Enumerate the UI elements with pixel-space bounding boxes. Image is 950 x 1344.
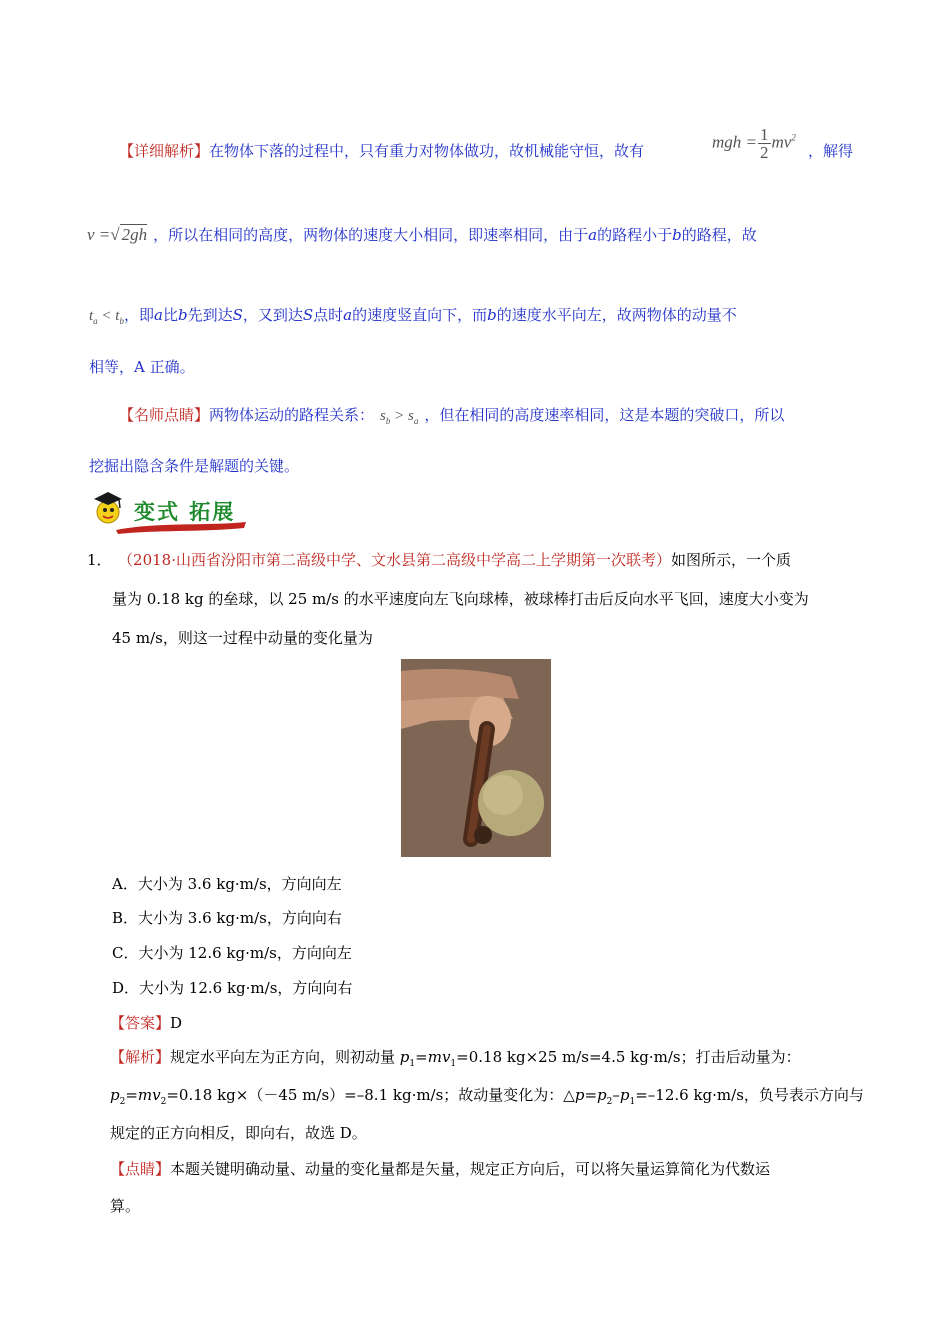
mv2-symbol: mv xyxy=(137,1086,161,1104)
section-banner xyxy=(86,486,256,536)
dp-symbol: p xyxy=(574,1086,585,1104)
p2-sub: 2 xyxy=(119,1097,126,1107)
formula-mgh: mgh xyxy=(712,132,742,152)
formula-ta-tb xyxy=(89,308,124,324)
s-symbol-2: s xyxy=(408,408,414,424)
l3-S2: S xyxy=(302,306,314,324)
analysis-tail: ，解得 xyxy=(808,142,854,160)
p2-symbol-b: p xyxy=(597,1086,607,1104)
l3-t5: 点时 xyxy=(313,306,344,324)
l3-t7: 的速度水平向左，故两物体的动量不 xyxy=(496,306,737,324)
mascot-eye-icon-2 xyxy=(110,508,114,512)
answer-value: D xyxy=(170,1014,183,1032)
cap-tassel-icon xyxy=(119,500,120,508)
v1-sub: 1 xyxy=(450,1059,457,1069)
l3-t4: ，又到达 xyxy=(242,306,303,324)
l3-t2: 比 xyxy=(162,306,178,324)
answer-label: 【答案】 xyxy=(110,1014,171,1032)
banner-title: 变式 拓展 xyxy=(134,500,236,524)
baseball-bat-figure xyxy=(401,659,551,857)
solution-label: 【解析】 xyxy=(110,1048,171,1066)
ball-highlight xyxy=(483,775,523,815)
p1-sub: 1 xyxy=(409,1059,416,1069)
option-b: B．大小为 3.6 kg·m/s，方向向右 xyxy=(112,909,342,927)
question-line-1 xyxy=(87,549,791,570)
s-symbol: s xyxy=(380,408,386,424)
formula-eq: = xyxy=(741,132,758,152)
sa-sub: a xyxy=(413,416,419,426)
formula-v xyxy=(87,224,147,244)
question-line-3: 45 m/s，则这一过程中动量的变化量为 xyxy=(112,629,373,647)
minus-sign: – xyxy=(612,1086,620,1104)
analysis-text: 在物体下落的过程中，只有重力对物体做功，故机械能守恒，故有 xyxy=(209,142,645,160)
question-number: 1． xyxy=(87,551,112,569)
l3-t1: ，即 xyxy=(123,306,154,324)
analysis-line-1 xyxy=(119,140,644,161)
v-symbol: v xyxy=(87,225,95,244)
tip-text-1: 两物体运动的路程关系： xyxy=(209,406,375,424)
eq-sign: = xyxy=(415,1048,428,1066)
solution-text-1: 规定水平向左为正方向，则初动量 xyxy=(170,1048,400,1066)
question-line-2: 量为 0.18 kg 的垒球，以 25 m/s 的水平速度向左飞向球棒，被球棒打击后反向水平飞回，速度大小变为 xyxy=(112,590,809,608)
solution-text-2: =0.18 kg×25 m/s=4.5 kg·m/s；打击后动量为： xyxy=(456,1048,801,1066)
tip-text-2: ，但在相同的高度速率相同，这是本题的突破口，所以 xyxy=(424,406,785,424)
bat-knob-shape xyxy=(474,826,492,844)
question-text-1: 如图所示，一个质 xyxy=(671,551,792,569)
option-c: C．大小为 12.6 kg·m/s，方向向左 xyxy=(112,944,352,962)
dianjing-text-1: 本题关键明确动量、动量的变化量都是矢量，规定正方向后，可以将矢量运算简化为代数运 xyxy=(170,1160,771,1178)
sb-sub: b xyxy=(385,416,391,426)
option-d: D．大小为 12.6 kg·m/s，方向向右 xyxy=(112,979,353,997)
l3-S: S xyxy=(232,306,243,324)
tb-sub: b xyxy=(119,316,124,326)
graduation-cap-icon xyxy=(94,492,122,505)
dianjing-label: 【点睛】 xyxy=(110,1160,171,1178)
symbol-b: b xyxy=(672,226,682,244)
l3-t3: 先到达 xyxy=(187,306,233,324)
p2-symbol: p xyxy=(110,1086,120,1104)
formula-fraction xyxy=(758,126,771,161)
tip-label: 【名师点睛】 xyxy=(119,406,210,424)
mv-symbol: mv xyxy=(427,1048,451,1066)
mascot-eye-icon xyxy=(103,508,107,512)
solution-line-2 xyxy=(110,1084,864,1107)
answer-line xyxy=(110,1012,182,1033)
solution-line-3: 规定的正方向相反，即向右，故选 D。 xyxy=(110,1124,367,1142)
l3-b2: b xyxy=(487,306,497,324)
eq-sign-2: = xyxy=(125,1086,138,1104)
analysis-line-2-text-1: ，所以在相同的高度，两物体的速度大小相同，即速率相同，由于 xyxy=(153,226,589,244)
symbol-a: a xyxy=(588,226,598,244)
sqrt-sign: √ xyxy=(110,225,120,244)
v-eq: = xyxy=(94,225,111,244)
eq-sign-3: = xyxy=(584,1086,598,1104)
sqrt-body: 2gh xyxy=(121,225,148,244)
ta-sub: a xyxy=(93,316,98,326)
analysis-line-4: 相等，A 正确。 xyxy=(89,358,195,376)
l3-a: a xyxy=(153,306,163,324)
fraction-denominator: 2 xyxy=(760,143,769,162)
p2-sub-b: 2 xyxy=(606,1097,613,1107)
l3-b: b xyxy=(177,306,188,324)
solution-text-3: =0.18 kg×（－45 m/s）=–8.1 kg·m/s；故动量变化为：△ xyxy=(166,1086,575,1104)
t-symbol: t xyxy=(89,308,94,324)
gt-sign: > xyxy=(390,408,408,424)
tip-line-2: 挖掘出隐含条件是解题的关键。 xyxy=(89,457,300,475)
analysis-line-2 xyxy=(87,224,757,245)
t-symbol-2: t xyxy=(115,308,120,324)
dianjing-line-1 xyxy=(110,1158,770,1179)
question-source: （2018·山西省汾阳市第二高级中学、文水县第二高级中学高二上学期第一次联考） xyxy=(125,551,671,569)
formula-mv: mv xyxy=(771,132,792,152)
v2-sub: 2 xyxy=(160,1097,167,1107)
analysis-line-3 xyxy=(89,304,737,326)
fraction-numerator: 1 xyxy=(760,125,769,144)
l3-a2: a xyxy=(343,306,353,324)
solution-text-4: =–12.6 kg·m/s，负号表示方向与 xyxy=(635,1086,864,1104)
analysis-line-2-text-3: 的路程，故 xyxy=(681,226,757,244)
option-a: A．大小为 3.6 kg·m/s，方向向左 xyxy=(112,875,342,893)
formula-exponent: 2 xyxy=(791,132,796,143)
bat-ball-image xyxy=(401,659,551,857)
p-symbol: p xyxy=(399,1048,410,1066)
formula-sb-sa xyxy=(380,408,418,424)
tip-line-1 xyxy=(119,404,784,426)
p1-symbol-b: p xyxy=(619,1086,630,1104)
p1-sub-b: 1 xyxy=(629,1097,636,1107)
analysis-label: 【详细解析】 xyxy=(119,142,210,160)
lt-sign: < xyxy=(97,308,116,324)
l3-t6: 的速度竖直向下，而 xyxy=(352,306,488,324)
analysis-line-2-text-2: 的路程小于 xyxy=(597,226,673,244)
solution-line-1 xyxy=(110,1046,801,1069)
dianjing-line-2: 算。 xyxy=(110,1197,141,1215)
energy-formula xyxy=(712,126,796,161)
